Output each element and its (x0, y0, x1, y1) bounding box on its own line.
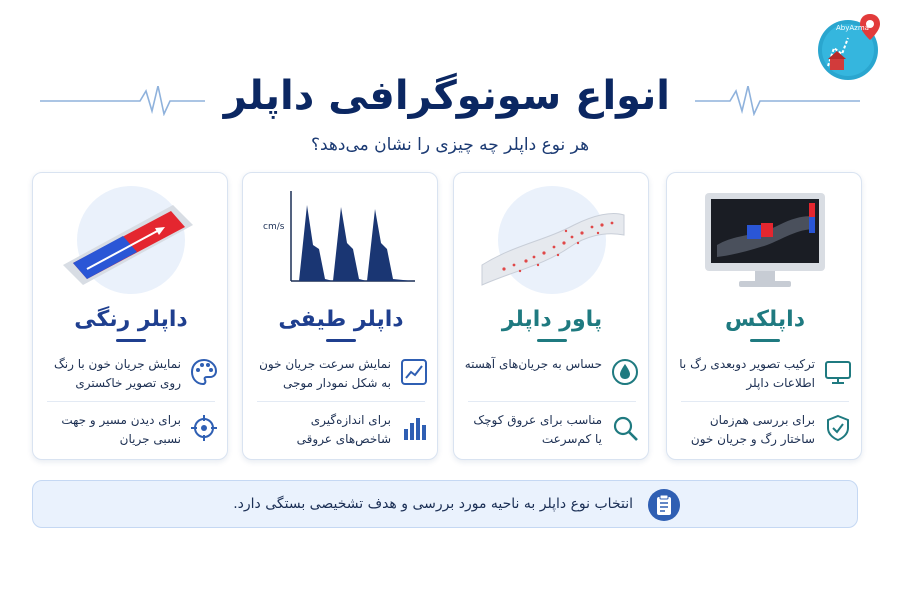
divider (47, 401, 215, 402)
feature-item (677, 407, 853, 457)
title-underline (537, 339, 567, 342)
shield-check-icon (823, 413, 853, 443)
target-icon (189, 413, 219, 443)
feature-text: برای دیدن مسیر و جهت نسبی جریان (61, 413, 181, 446)
feature-item (253, 351, 429, 401)
card-title: داپلر رنگی (74, 307, 188, 332)
vessel-power-flow-illustration (474, 185, 630, 295)
pulse-line-left-icon (40, 86, 205, 116)
feature-text: نمایش سرعت جریان خون به شکل نمودار موجی (259, 357, 391, 390)
axis-unit-label: cm/s (263, 222, 285, 232)
droplet-icon (610, 357, 640, 387)
feature-text: نمایش جریان خون با رنگ روی تصویر خاکستری (54, 357, 181, 390)
title-underline (116, 339, 146, 342)
feature-item (43, 351, 219, 401)
monitor-icon (823, 357, 853, 387)
palette-icon (189, 357, 219, 387)
pulse-line-right-icon (695, 86, 860, 116)
card-title: داپلکس (725, 307, 805, 332)
feature-item (464, 407, 640, 457)
divider (468, 401, 636, 402)
feature-text: برای بررسی هم‌زمان ساختار رگ و جریان خون (690, 413, 815, 446)
card-title: پاور داپلر (501, 307, 603, 332)
divider (681, 401, 849, 402)
feature-item (677, 351, 853, 401)
title-underline (750, 339, 780, 342)
feature-text: حساس به جریان‌های آهسته (464, 357, 602, 371)
footer-text: انتخاب نوع داپلر به ناحیه مورد بررسی و هدف تشخیصی بستگی دارد. (233, 496, 633, 512)
title-row (40, 64, 860, 134)
card-spectral-doppler (242, 172, 438, 460)
spectral-waveform-illustration (263, 185, 419, 295)
logo-text-en: AbyAzma (836, 24, 869, 32)
feature-text: مناسب برای عروق کوچک یا کم‌سرعت (473, 413, 602, 446)
page-subtitle: هر نوع داپلر چه چیزی را نشان می‌دهد؟ (310, 135, 590, 155)
feature-text: ترکیب تصویر دوبعدی رگ با اطلاعات داپلر (679, 357, 815, 390)
card-power-doppler (453, 172, 649, 460)
page-title: انواع سونوگرافی داپلر (223, 73, 670, 119)
divider (257, 401, 425, 402)
feature-text: برای اندازه‌گیری شاخص‌های عروقی (296, 413, 391, 446)
card-title: داپلر طیفی (278, 307, 404, 332)
ultrasound-monitor-illustration (687, 185, 843, 295)
footer-note (32, 480, 858, 528)
feature-item (43, 407, 219, 457)
line-chart-icon (399, 357, 429, 387)
bar-chart-icon (399, 413, 429, 443)
feature-item (464, 351, 640, 401)
vessel-color-flow-illustration (53, 185, 209, 295)
card-color-doppler (32, 172, 228, 460)
clipboard-icon (647, 488, 681, 522)
magnifier-icon (610, 413, 640, 443)
title-underline (326, 339, 356, 342)
card-duplex (666, 172, 862, 460)
feature-item (253, 407, 429, 457)
